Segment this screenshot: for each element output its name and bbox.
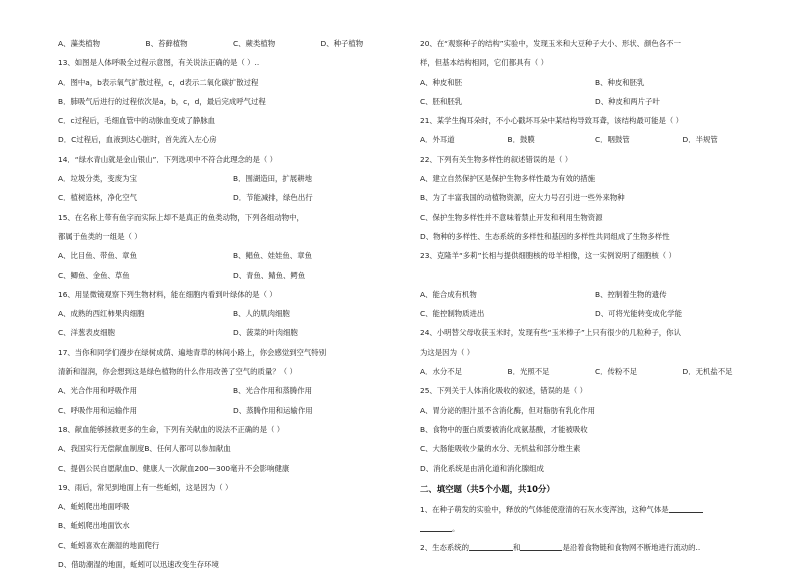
option-choice: C、蕨类植物 [233,39,276,48]
question-line: C、大肠能吸收少量的水分、无机盐和部分维生素 [420,444,581,454]
question-line [420,266,770,285]
option-choice: C．咽鼓管 [595,135,630,145]
question-line: B、为了丰富我国的动植物资源，应大力号召引进一些外来物种 [420,193,625,203]
option-choice: B．围湖造田，扩展耕地 [233,174,312,184]
option-choice: A．垃圾分类，变废为宝 [58,174,137,184]
question-line: 16、用显微镜观察下列生物材料，能在细胞内看到叶绿体的是（ ） [58,289,277,299]
option-choice: C．植树造林，净化空气 [58,193,138,203]
question-line: C．c过程后，毛细血管中的动脉血变成了静脉血 [58,116,216,126]
option-choice: D、种皮和两片子叶 [595,96,660,106]
option-choice: C、胚和胚乳 [420,96,463,106]
option-choice: C、呼吸作用和运输作用 [58,405,138,415]
options-row [58,401,408,420]
option-choice: B、种皮和胚乳 [595,77,645,87]
answer-blank[interactable] [420,522,452,532]
option-choice: A、光合作用和呼吸作用 [58,386,137,396]
question-line: D、借助潮湿的地面，蚯蚓可以迅速改变生存环境 [58,560,219,570]
question-line: 14．“绿水青山就是金山银山”．下列选项中不符合此理念的是（ ） [58,154,277,164]
option-choice: A、成熟的西红柿果肉细胞 [58,309,145,319]
question-line: D、消化系统是由消化道和消化腺组成 [420,463,544,473]
option-choice: D、青鱼、鲭鱼、鳄鱼 [233,270,306,280]
option-choice: C、洋葱表皮细胞 [58,328,115,338]
options-row [420,304,770,323]
options-row [58,34,408,53]
left-column [58,34,408,574]
question-line: B、蚯蚓爬出地面饮水 [58,521,130,531]
right-column [420,34,770,558]
question-line: A、胃分泌的胆汁虽不含消化酶，但对脂肪有乳化作用 [420,405,596,415]
options-row [420,362,770,381]
fill-question-1: 1、在种子萌发的实验中，释放的气体能使澄清的石灰水变浑浊，这种气体是 [420,500,770,519]
option-choice: B．光照不足 [507,367,550,377]
options-row [58,246,408,265]
section-title-fill-in: 二、填空题（共5个小题，共10分） [420,483,555,494]
option-choice: B．鼓膜 [507,135,535,145]
option-choice: A．水分不足 [420,367,463,377]
question-line: 18、献血能够拯救更多的生命，下列有关献血的说法不正确的是（ ） [58,424,285,434]
question-line: 23、克隆羊“多莉”长相与提供细胞核的母羊相像，这一实例说明了细胞核（ ） [420,251,676,261]
options-row [58,381,408,400]
question-line: 清新和湿润，你会想到这是绿色植物的什么作用改善了空气的质量？（ ） [58,367,297,377]
options-row [420,92,770,111]
question-line: 25、下列关于人体消化吸收的叙述，错误的是（ ） [420,386,587,396]
option-choice: B、光合作用和蒸腾作用 [233,386,312,396]
option-choice: D、种子植物 [320,39,364,48]
options-row [58,266,408,285]
question-line: C、保护生物多样性并不意味着禁止开发和利用生物资源 [420,212,603,222]
options-row [58,169,408,188]
option-choice: D、可将光能转变成化学能 [595,309,682,319]
answer-blank[interactable] [669,503,703,513]
option-choice: D、菠菜的叶肉细胞 [233,328,298,338]
question-line: A．图中a，b表示氧气扩散过程，c，d表示二氧化碳扩散过程 [58,77,259,87]
question-line: 19、雨后，常见到地面上有一些蚯蚓，这是因为（ ） [58,482,233,492]
question-line: 15、在名称上带有鱼字而实际上却不是真正的鱼类动物，下列各组动物中， [58,212,304,222]
fill-question-2: 2、生态系统的 和 是沿着食物链和食物网不断地进行流动的.. [420,543,701,553]
option-choice: C、能控制物质进出 [420,309,485,319]
question-line: 20、在“观察种子的结构”实验中，发现玉米和大豆种子大小、形状、颜色各不一 [420,39,681,48]
option-choice: A．外耳道 [420,135,455,145]
option-choice: C、鲫鱼、金鱼、草鱼 [58,270,130,280]
option-choice: D．半规管 [682,135,718,145]
options-row [420,73,770,92]
question-line: B、食物中的蛋白质要被消化成氨基酸，才能被吸收 [420,424,588,434]
question-line: A、我国实行无偿献血制度B、任何人都可以参加献血 [58,444,231,454]
option-choice: D．无机盐不足 [682,367,733,377]
question-line: D、物种的多样性、生态系统的多样性和基因的多样性共同组成了生物多样性 [420,231,670,241]
option-choice: B、鲳鱼、娃娃鱼、章鱼 [233,251,312,261]
option-choice: B、苔藓植物 [145,39,188,48]
question-line: 都属于鱼类的一组是（ ） [58,231,142,241]
question-line: A、建立自然保护区是保护生物多样性最为有效的措施 [420,174,596,184]
option-choice: A、种皮和胚 [420,77,463,87]
options-row [58,323,408,342]
option-choice: A、能合成有机物 [420,289,477,299]
option-choice: D、蒸腾作用和运输作用 [233,405,313,415]
question-line: D．C过程后，血液到达心脏时，首先流入左心房 [58,135,217,145]
question-line: 21、某学生掏耳朵时，不小心戳坏耳朵中某结构导致耳聋，该结构最可能是（ ） [420,116,684,126]
options-row [58,188,408,207]
question-line: 样，但基本结构相同，它们都具有（ ） [420,58,548,68]
option-choice: A、藻类植物 [58,39,101,48]
question-line: 13、如图是人体呼吸全过程示意图，有关说法正确的是（ ）.. [58,58,260,68]
question-line: B．肺吸气后进行的过程依次是a，b，c，d，最后完成呼气过程 [58,96,266,106]
options-row [58,304,408,323]
fill-question-1-cont: 。 [420,519,770,538]
options-row [420,285,770,304]
question-line: 24、小明替父母收获玉米时，发现有些“玉米棒子”上只有很少的几粒种子，你认 [420,328,681,338]
option-choice: A、比目鱼、带鱼、章鱼 [58,251,137,261]
options-row [420,130,770,149]
question-line: 为这是因为（ ） [420,347,475,357]
question-line: A、蚯蚓爬出地面呼吸 [58,502,130,512]
question-line: C、蚯蚓喜欢在潮湿的地面爬行 [58,540,160,550]
question-line: 17、当你和同学们漫步在绿树成荫、遍地青草的林间小路上，你会感觉到空气特别 [58,347,327,357]
option-choice: D．节能减排，绿色出行 [233,193,313,203]
option-choice: C．传粉不足 [595,367,638,377]
question-line: C、提倡公民自愿献血D、健康人一次献血200—300毫升不会影响健康 [58,463,290,473]
option-choice: B、人的肌肉细胞 [233,309,290,319]
question-line: 22、下列有关生物多样性的叙述错误的是（ ） [420,154,573,164]
option-choice: B、控制着生物的遗传 [595,289,667,299]
